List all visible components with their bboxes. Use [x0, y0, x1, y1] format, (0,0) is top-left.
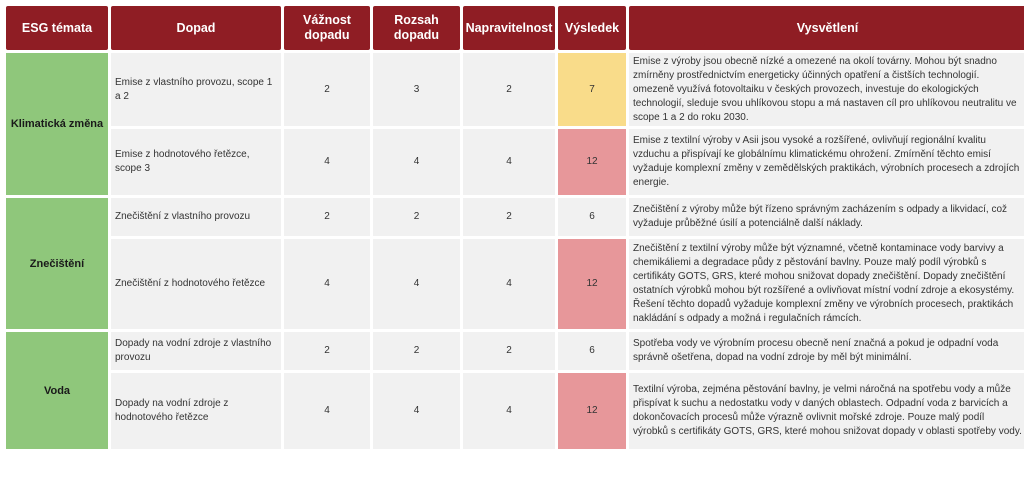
- severity-cell: 4: [284, 373, 370, 449]
- header-row: [6, 6, 1024, 50]
- explanation-cell: Emise z textilní výroby v Asii jsou vysoké a rozšířené, ovlivňují regionální kvalitu vzduchu a přispívají ke globálnímu klimatickému ohrožení. Zmírnění těchto emisí vyžaduje komplexní změny v zemědělských praktikách, výrobních procesech a zdrojích energie.: [629, 129, 1024, 195]
- impact-cell: Emise z hodnotového řetězce, scope 3: [111, 129, 281, 195]
- remediability-cell: 4: [463, 129, 555, 195]
- impact-cell: Emise z vlastního provozu, scope 1 a 2: [111, 53, 281, 126]
- scope-cell: 2: [373, 332, 460, 370]
- explanation-cell: Textilní výroba, zejména pěstování bavlny, je velmi náročná na spotřebu vody a může přispívat k suchu a nedostatku vody v daných oblastech. Odpadní voda z barvicích a dokončovacích procesů může výrazně ovlivnit mořské zdroje. Pouze malý podíl výrobků s certifikáty GOTS, GRS, které mohou snižovat dopady v oblasti spotřeby vody.: [629, 373, 1024, 449]
- header-result: Výsledek: [558, 6, 626, 50]
- impact-cell: Znečištění z vlastního provozu: [111, 198, 281, 236]
- table-row: [6, 129, 1024, 195]
- header-scope: Rozsah dopadu: [373, 6, 460, 50]
- theme-cell-climate: Klimatická změna: [6, 53, 108, 195]
- theme-cell-water: Voda: [6, 332, 108, 449]
- severity-cell: 2: [284, 332, 370, 370]
- severity-cell: 4: [284, 239, 370, 329]
- scope-cell: 4: [373, 129, 460, 195]
- scope-cell: 2: [373, 198, 460, 236]
- table-row: [6, 198, 1024, 236]
- explanation-cell: Znečištění z textilní výroby může být významné, včetně kontaminace vody barvivy a chemikáliemi a degradace půdy z pěstování bavlny. Pouze malý podíl výrobků s certifikáty GOTS, GRS, které mohou snižovat dopady znečištění. Dopady znečištění ostatních výrobků mohou být rozšířené a ovlivňovat místní vodní zdroje a ekosystémy. Řešení těchto dopadů vyžaduje komplexní změny ve výrobních procesech, praktikách nakládání s odpady a možná i regulačních rámcích.: [629, 239, 1024, 329]
- impact-cell: Dopady na vodní zdroje z vlastního provozu: [111, 332, 281, 370]
- result-cell: 6: [558, 332, 626, 370]
- header-theme: ESG témata: [6, 6, 108, 50]
- impact-cell: Dopady na vodní zdroje z hodnotového řetězce: [111, 373, 281, 449]
- header-remediability: Napravitelnost: [463, 6, 555, 50]
- theme-cell-pollution: Znečištění: [6, 198, 108, 329]
- header-severity: Vážnost dopadu: [284, 6, 370, 50]
- scope-cell: 4: [373, 373, 460, 449]
- scope-cell: 4: [373, 239, 460, 329]
- remediability-cell: 2: [463, 53, 555, 126]
- result-cell: 6: [558, 198, 626, 236]
- severity-cell: 2: [284, 198, 370, 236]
- remediability-cell: 4: [463, 373, 555, 449]
- remediability-cell: 4: [463, 239, 555, 329]
- explanation-cell: Spotřeba vody ve výrobním procesu obecně není značná a pokud je odpadní voda správně ošetřena, dopad na vodní zdroje by měl být minimální.: [629, 332, 1024, 370]
- table-row: [6, 53, 1024, 126]
- esg-materiality-table: [3, 3, 1024, 452]
- remediability-cell: 2: [463, 332, 555, 370]
- result-cell: 12: [558, 373, 626, 449]
- severity-cell: 4: [284, 129, 370, 195]
- table-row: [6, 373, 1024, 449]
- result-cell: 12: [558, 129, 626, 195]
- explanation-cell: Znečištění z výroby může být řízeno správným zacházením s odpady a likvidací, což vyžaduje průběžné úsilí a potenciálně další náklady.: [629, 198, 1024, 236]
- result-cell: 7: [558, 53, 626, 126]
- table-row: [6, 239, 1024, 329]
- explanation-cell: Emise z výroby jsou obecně nízké a omezené na okolí továrny. Mohou být snadno zmírněny prostřednictvím energeticky účinných opatření a čistších technologií. omezeně využívá fotovoltaiku v českých provozech, investuje do ekologických technologií, sleduje svou uhlíkovou stopu a má nastaven cíl pro uhlíkovou neutralitu ve scope 1 a 2 do roku 2030.: [629, 53, 1024, 126]
- result-cell: 12: [558, 239, 626, 329]
- impact-cell: Znečištění z hodnotového řetězce: [111, 239, 281, 329]
- table-row: [6, 332, 1024, 370]
- severity-cell: 2: [284, 53, 370, 126]
- scope-cell: 3: [373, 53, 460, 126]
- header-impact: Dopad: [111, 6, 281, 50]
- remediability-cell: 2: [463, 198, 555, 236]
- header-explanation: Vysvětlení: [629, 6, 1024, 50]
